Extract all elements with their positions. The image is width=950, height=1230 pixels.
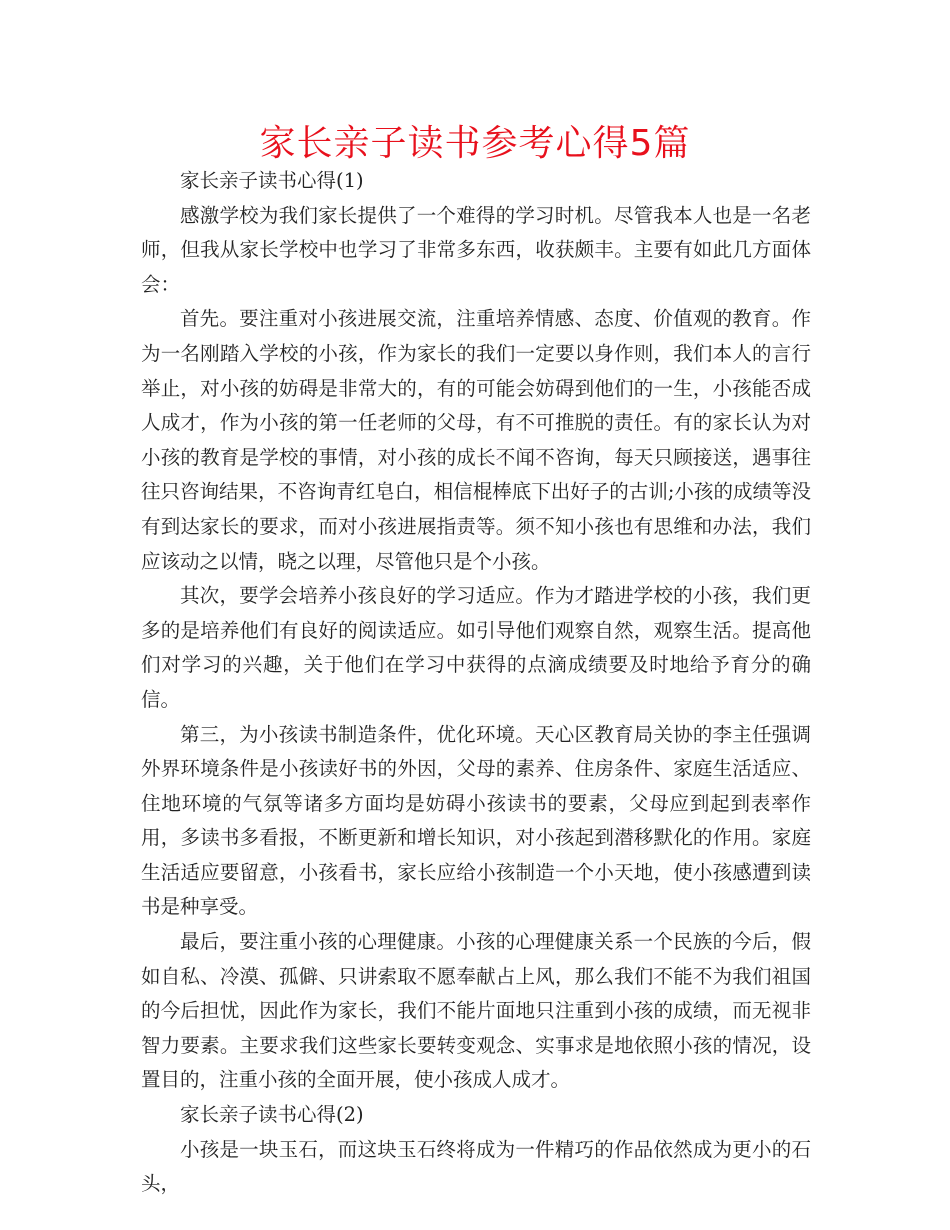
document-body: [141, 164, 811, 1202]
section-heading: 家长亲子读书心得(2): [180, 1103, 364, 1127]
paragraph: 小孩是一块玉石，而这块玉石终将成为一件精巧的作品依然成为更小的石头，: [141, 1137, 811, 1196]
paragraph: 感激学校为我们家长提供了一个难得的学习时机。尽管我本人也是一名老师，但我从家长学校中也学习了非常多东西，收获颇丰。主要有如此几方面体会：: [141, 203, 811, 296]
paragraph: 其次，要学会培养小孩良好的学习适应。作为才踏进学校的小孩，我们更多的是培养他们有良好的阅读适应。如引导他们观察自然，观察生活。提高他们对学习的兴趣，关于他们在学习中获得的点滴成绩要及时地给予育分的确信。: [141, 584, 811, 711]
paragraph: 最后，要注重小孩的心理健康。小孩的心理健康关系一个民族的今后，假如自私、冷漠、孤僻、只讲索取不愿奉献占上风，那么我们不能不为我们祖国的今后担忧，因此作为家长，我们不能片面地只注重到小孩的成绩，而无视非智力要素。主要求我们这些家长要转变观念、实事求是地依照小孩的情况，设置目的，注重小孩的全面开展，使小孩成人成才。: [141, 930, 811, 1092]
document-title: 家长亲子读书参考心得5篇: [259, 123, 691, 164]
paragraph: 第三，为小孩读书制造条件，优化环境。天心区教育局关协的李主任强调外界环境条件是小孩读好书的外因，父母的素养、住房条件、家庭生活适应、住地环境的气氛等诸多方面均是妨碍小孩读书的要素，父母应到起到表率作用，多读书多看报，不断更新和增长知识，对小孩起到潜移默化的作用。家庭生活适应要留意，小孩看书，家长应给小孩制造一个小天地，使小孩感遭到读书是种享受。: [141, 722, 811, 919]
section-heading: 家长亲子读书心得(1): [180, 169, 364, 192]
paragraph: 首先。要注重对小孩进展交流，注重培养情感、态度、价值观的教育。作为一名刚踏入学校的小孩，作为家长的我们一定要以身作则，我们本人的言行举止，对小孩的妨碍是非常大的，有的可能会妨碍到他们的一生，小孩能否成人成才，作为小孩的第一任老师的父母，有不可推脱的责任。有的家长认为对小孩的教育是学校的事情，对小孩的成长不闻不咨询，每天只顾接送，遇事往往只咨询结果，不咨询青红皂白，相信棍棒底下出好子的古训;小孩的成绩等没有到达家长的要求，而对小孩进展指责等。须不知小孩也有思维和办法，我们应该动之以情，晓之以理，尽管他只是个小孩。: [141, 307, 811, 573]
